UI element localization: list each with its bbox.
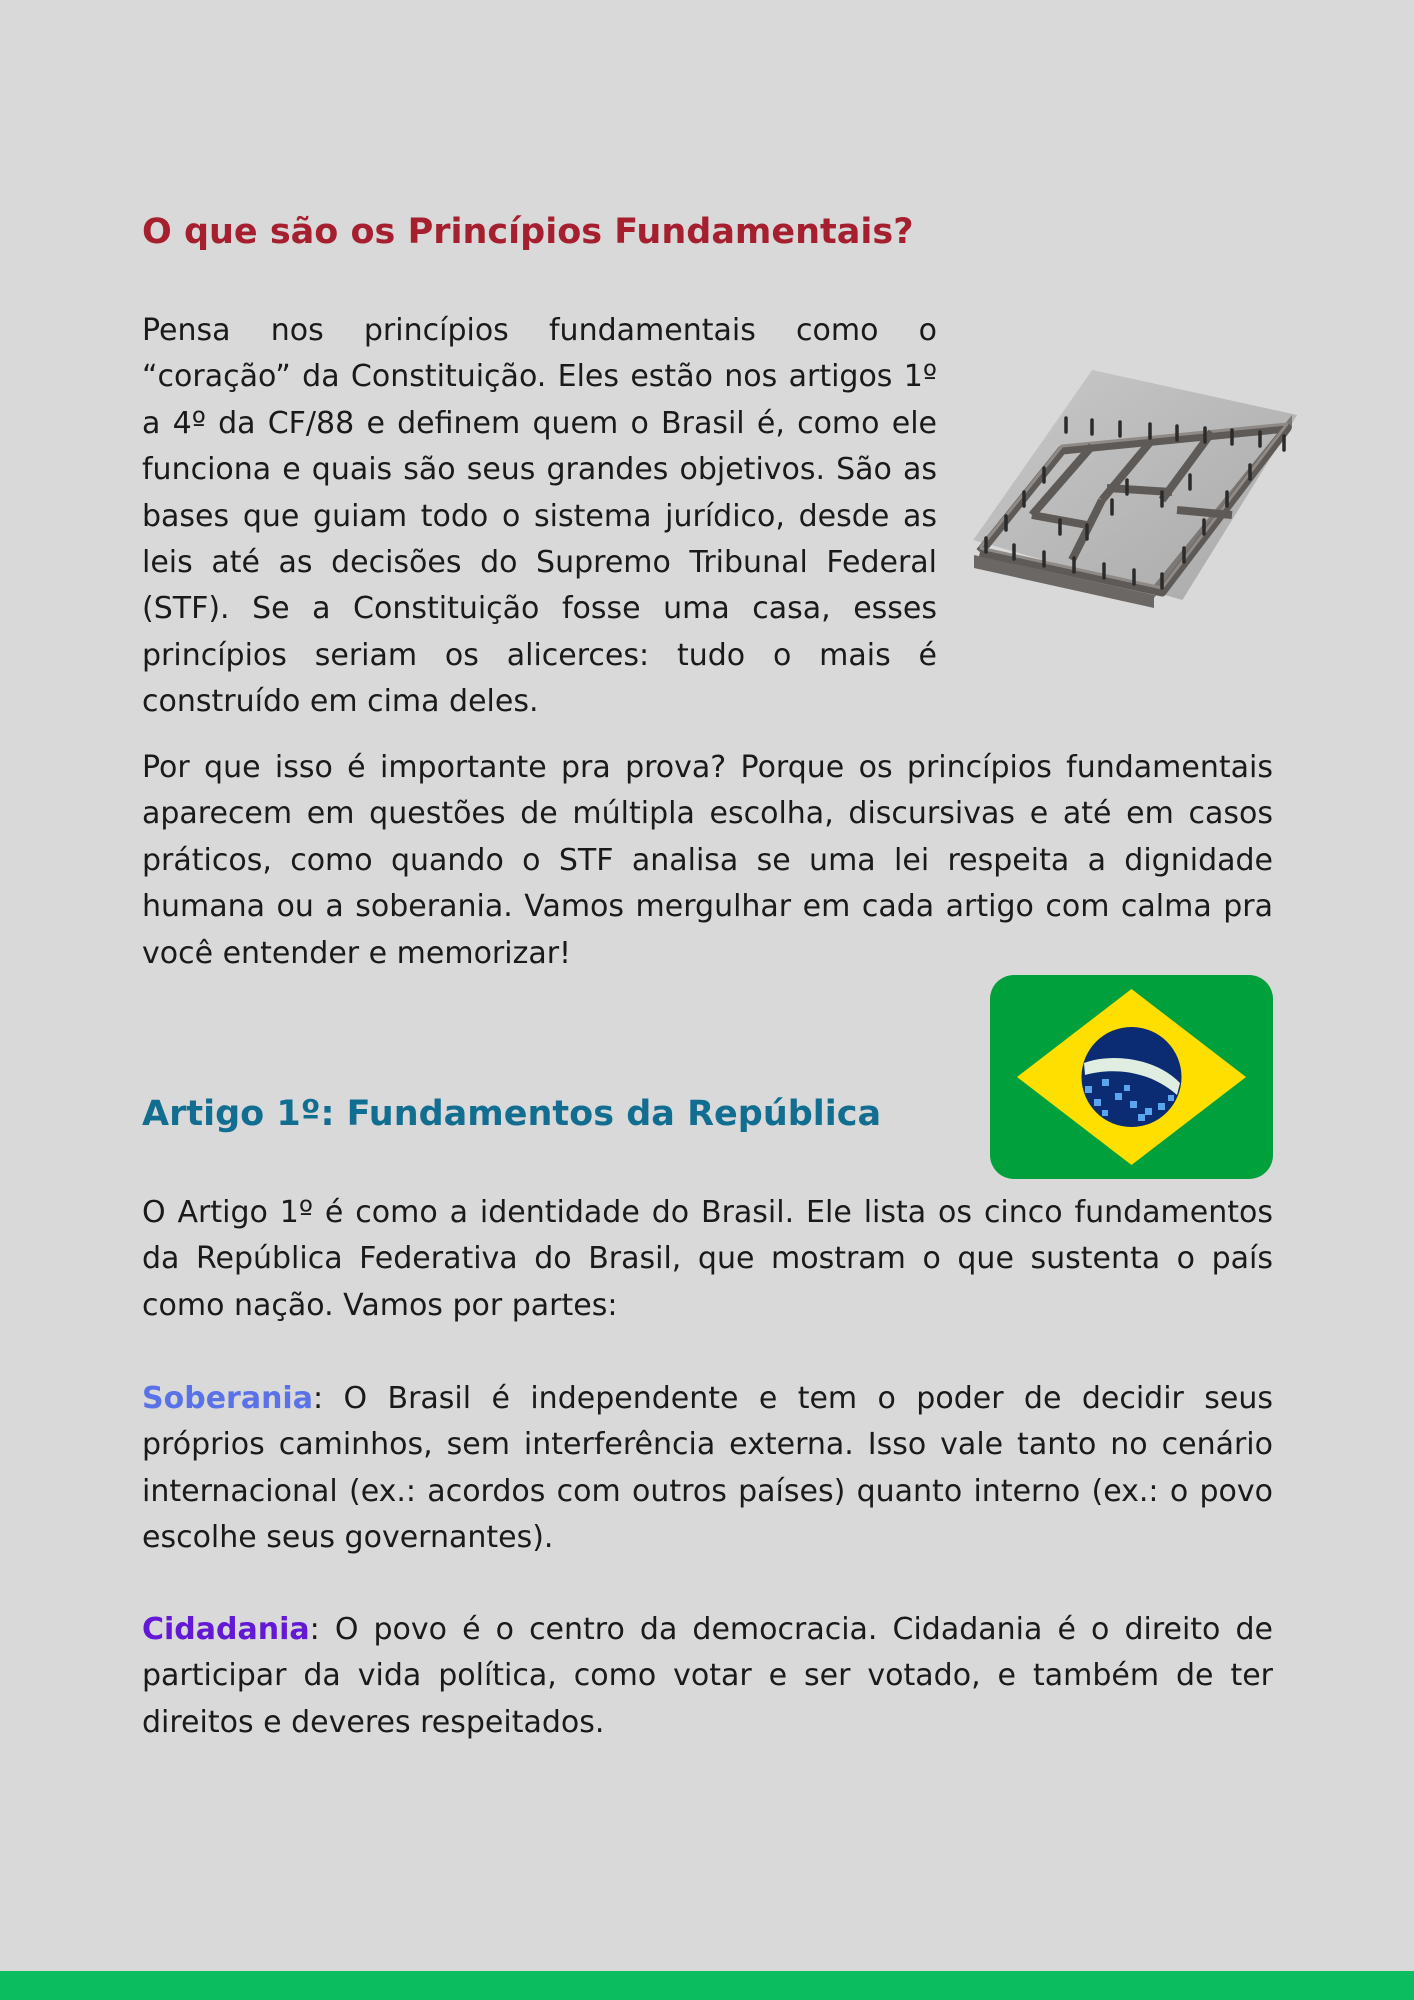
term-definition: : O Brasil é independente e tem o poder de decidir seus próprios caminhos, sem interferência externa. Isso vale tanto no cenário internacional (ex.: acordos com outros países) quanto interno (ex.: o povo escolhe seus governantes). <box>142 1381 1273 1556</box>
term-soberania: Soberania <box>142 1381 313 1416</box>
list-item <box>142 1376 1273 1562</box>
article-title: Artigo 1º: Fundamentos da República <box>142 1094 882 1134</box>
article-intro-paragraph: O Artigo 1º é como a identidade do Brasil. Ele lista os cinco fundamentos da República Federativa do Brasil, que mostram o que sustenta o país como nação. Vamos por partes: <box>142 1195 1273 1323</box>
section-title: O que são os Princípios Fundamentais? <box>142 212 914 252</box>
term-cidadania: Cidadania <box>142 1612 310 1647</box>
list-item <box>142 1607 1273 1746</box>
importance-paragraph: Por que isso é importante pra prova? Porque os princípios fundamentais aparecem em questões de múltipla escolha, discursivas e até em casos práticos, como quando o STF analisa se uma lei respeita a dignidade humana ou a soberania. Vamos mergulhar em cada artigo com calma pra você entender e memorizar! <box>142 750 1273 971</box>
term-definition: : O povo é o centro da democracia. Cidadania é o direito de participar da vida política, como votar e ser votado, e também de ter direitos e deveres respeitados. <box>142 1612 1273 1740</box>
intro-paragraph: Pensa nos princípios fundamentais como o “coração” da Constituição. Eles estão nos artigos 1º a 4º da CF/88 e definem quem o Brasil é, como ele funciona e quais são seus grandes objetivos. São as bases que guiam todo o sistema jurídico, desde as leis até as decisões do Supremo Tribunal Federal (STF). Se a Constituição fosse uma casa, esses princípios seriam os alicerces: tudo o mais é construído em cima deles. <box>142 313 937 720</box>
brazil-flag-icon <box>990 975 1273 1179</box>
document-page <box>142 0 1273 1970</box>
house-foundation-icon <box>962 360 1322 610</box>
footer-bar <box>0 1971 1414 2000</box>
